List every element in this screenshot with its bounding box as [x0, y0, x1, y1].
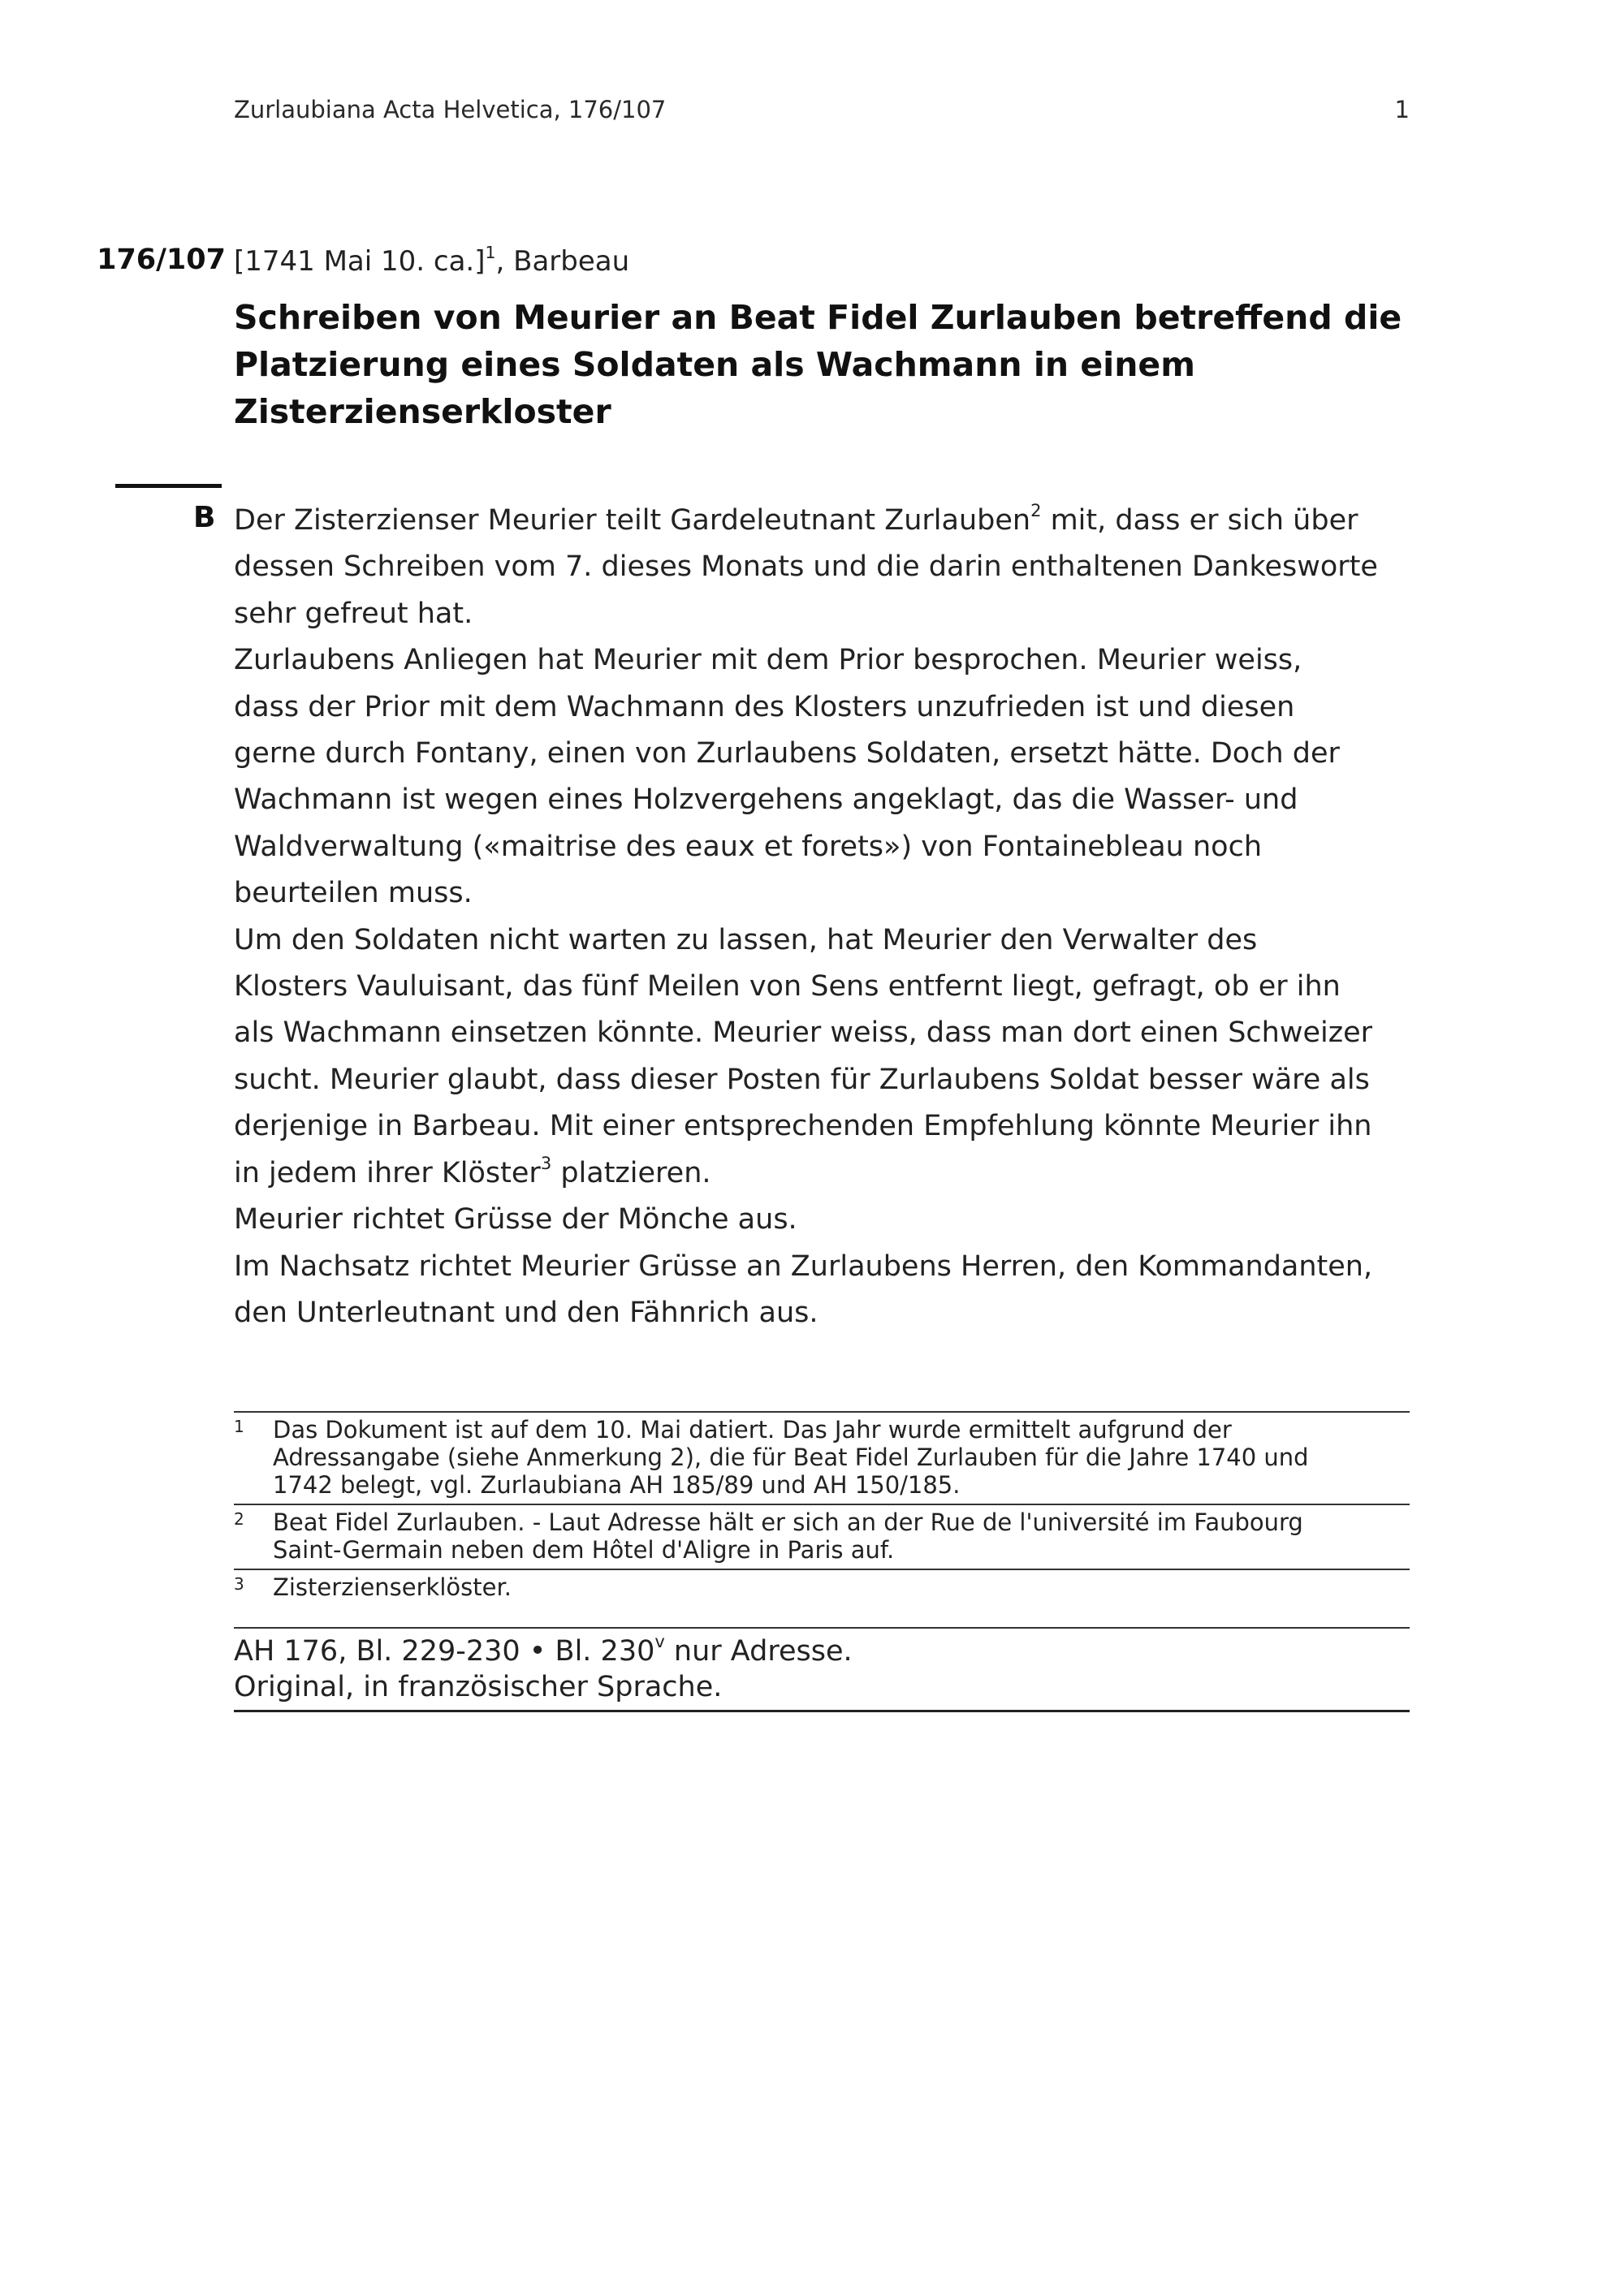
footnote-line: Das Dokument ist auf dem 10. Mai datiert. Das Jahr wurde ermittelt aufgrund der	[273, 1416, 1232, 1444]
summary-line: sucht. Meurier glaubt, dass dieser Posten für Zurlaubens Soldat besser wäre als	[234, 1063, 1370, 1096]
summary-line: als Wachmann einsetzen könnte. Meurier weiss, dass man dort einen Schweizer	[234, 1016, 1373, 1050]
footnote-line: Adressangabe (siehe Anmerkung 2), die für Beat Fidel Zurlauben für die Jahre 1740 und	[273, 1444, 1309, 1471]
source-line-2: Original, in französischer Sprache.	[234, 1671, 723, 1703]
page-number: 1	[1394, 96, 1410, 123]
footnote-text	[273, 1573, 1410, 1601]
running-head	[234, 96, 1410, 128]
summary-line: den Unterleutnant und den Fähnrich aus.	[234, 1296, 818, 1329]
source-reference	[234, 1627, 1410, 1712]
summary-line: Waldverwaltung («maitrise des eaux et forets») von Fontainebleau noch	[234, 830, 1262, 863]
footnote-line: 1742 belegt, vgl. Zurlaubiana AH 185/89 und AH 150/185.	[273, 1471, 961, 1499]
summary-text	[234, 498, 1419, 1336]
document-place: , Barbeau	[495, 245, 630, 278]
title-line: Platzierung eines Soldaten als Wachmann in einem	[234, 345, 1195, 384]
title-line: Zisterzienserkloster	[234, 392, 611, 431]
document-number: 176/107	[97, 244, 226, 276]
footnote-ref-1[interactable]: 1	[485, 242, 496, 262]
summary-line: dessen Schreiben vom 7. dieses Monats und die darin enthaltenen Dankesworte	[234, 550, 1378, 584]
summary-line: Klosters Vauluisant, das fünf Meilen von Sens entfernt liegt, gefragt, ob er ihn	[234, 970, 1341, 1003]
document-title	[234, 294, 1402, 435]
summary-line-text: mit, dass er sich über	[1041, 504, 1358, 537]
source-text: AH 176, Bl. 229-230 • Bl. 230	[234, 1635, 655, 1668]
title-line: Schreiben von Meurier an Beat Fidel Zurlauben betreffend die	[234, 298, 1402, 337]
footnote-text	[273, 1508, 1410, 1564]
footnote-3	[234, 1569, 1410, 1606]
footnote-line: Zisterzienserklöster.	[273, 1573, 512, 1601]
footnote-ref-2[interactable]: 2	[1030, 501, 1042, 521]
footnote-line: Saint-Germain neben dem Hôtel d'Aligre in Paris auf.	[273, 1536, 895, 1564]
running-title: Zurlaubiana Acta Helvetica, 176/107	[234, 96, 667, 123]
section-marker: B	[193, 501, 216, 534]
document-date-line	[234, 242, 630, 278]
section-divider	[115, 484, 222, 488]
footnote-1	[234, 1411, 1410, 1504]
summary-line: Meurier richtet Grüsse der Mönche aus.	[234, 1203, 797, 1236]
footnotes	[234, 1411, 1410, 1606]
source-line-1	[234, 1634, 1410, 1669]
footnote-text	[273, 1416, 1410, 1499]
summary-line	[234, 1150, 1419, 1197]
footnote-number: 2	[234, 1509, 244, 1529]
summary-line-text: platzieren.	[551, 1156, 711, 1189]
footnote-number: 1	[234, 1417, 244, 1436]
summary-line	[234, 498, 1419, 544]
summary-line: derjenige in Barbeau. Mit einer entsprechenden Empfehlung könnte Meurier ihn	[234, 1110, 1372, 1143]
source-text: nur Adresse.	[664, 1635, 853, 1668]
summary-line: Wachmann ist wegen eines Holzvergehens angeklagt, das die Wasser- und	[234, 783, 1298, 817]
summary-line: beurteilen muss.	[234, 877, 473, 910]
summary-line-text: Der Zisterzienser Meurier teilt Gardeleutnant Zurlauben	[234, 504, 1031, 537]
summary-line-text: in jedem ihrer Klöster	[234, 1156, 541, 1189]
summary-line: Zurlaubens Anliegen hat Meurier mit dem Prior besprochen. Meurier weiss,	[234, 644, 1302, 677]
footnote-line: Beat Fidel Zurlauben. - Laut Adresse hält er sich an der Rue de l'université im Faubourg	[273, 1508, 1303, 1536]
verso-mark: v	[654, 1632, 665, 1652]
summary-line: sehr gefreut hat.	[234, 597, 473, 630]
summary-line: Im Nachsatz richtet Meurier Grüsse an Zurlaubens Herren, den Kommandanten,	[234, 1249, 1373, 1283]
footnote-number: 3	[234, 1574, 244, 1594]
footnote-2	[234, 1504, 1410, 1569]
summary-line: dass der Prior mit dem Wachmann des Klosters unzufrieden ist und diesen	[234, 690, 1295, 723]
document-date: [1741 Mai 10. ca.]	[234, 245, 486, 278]
footnote-ref-3[interactable]: 3	[540, 1153, 552, 1173]
summary-line: gerne durch Fontany, einen von Zurlaubens Soldaten, ersetzt hätte. Doch der	[234, 737, 1340, 770]
summary-line: Um den Soldaten nicht warten zu lassen, hat Meurier den Verwalter des	[234, 923, 1258, 956]
